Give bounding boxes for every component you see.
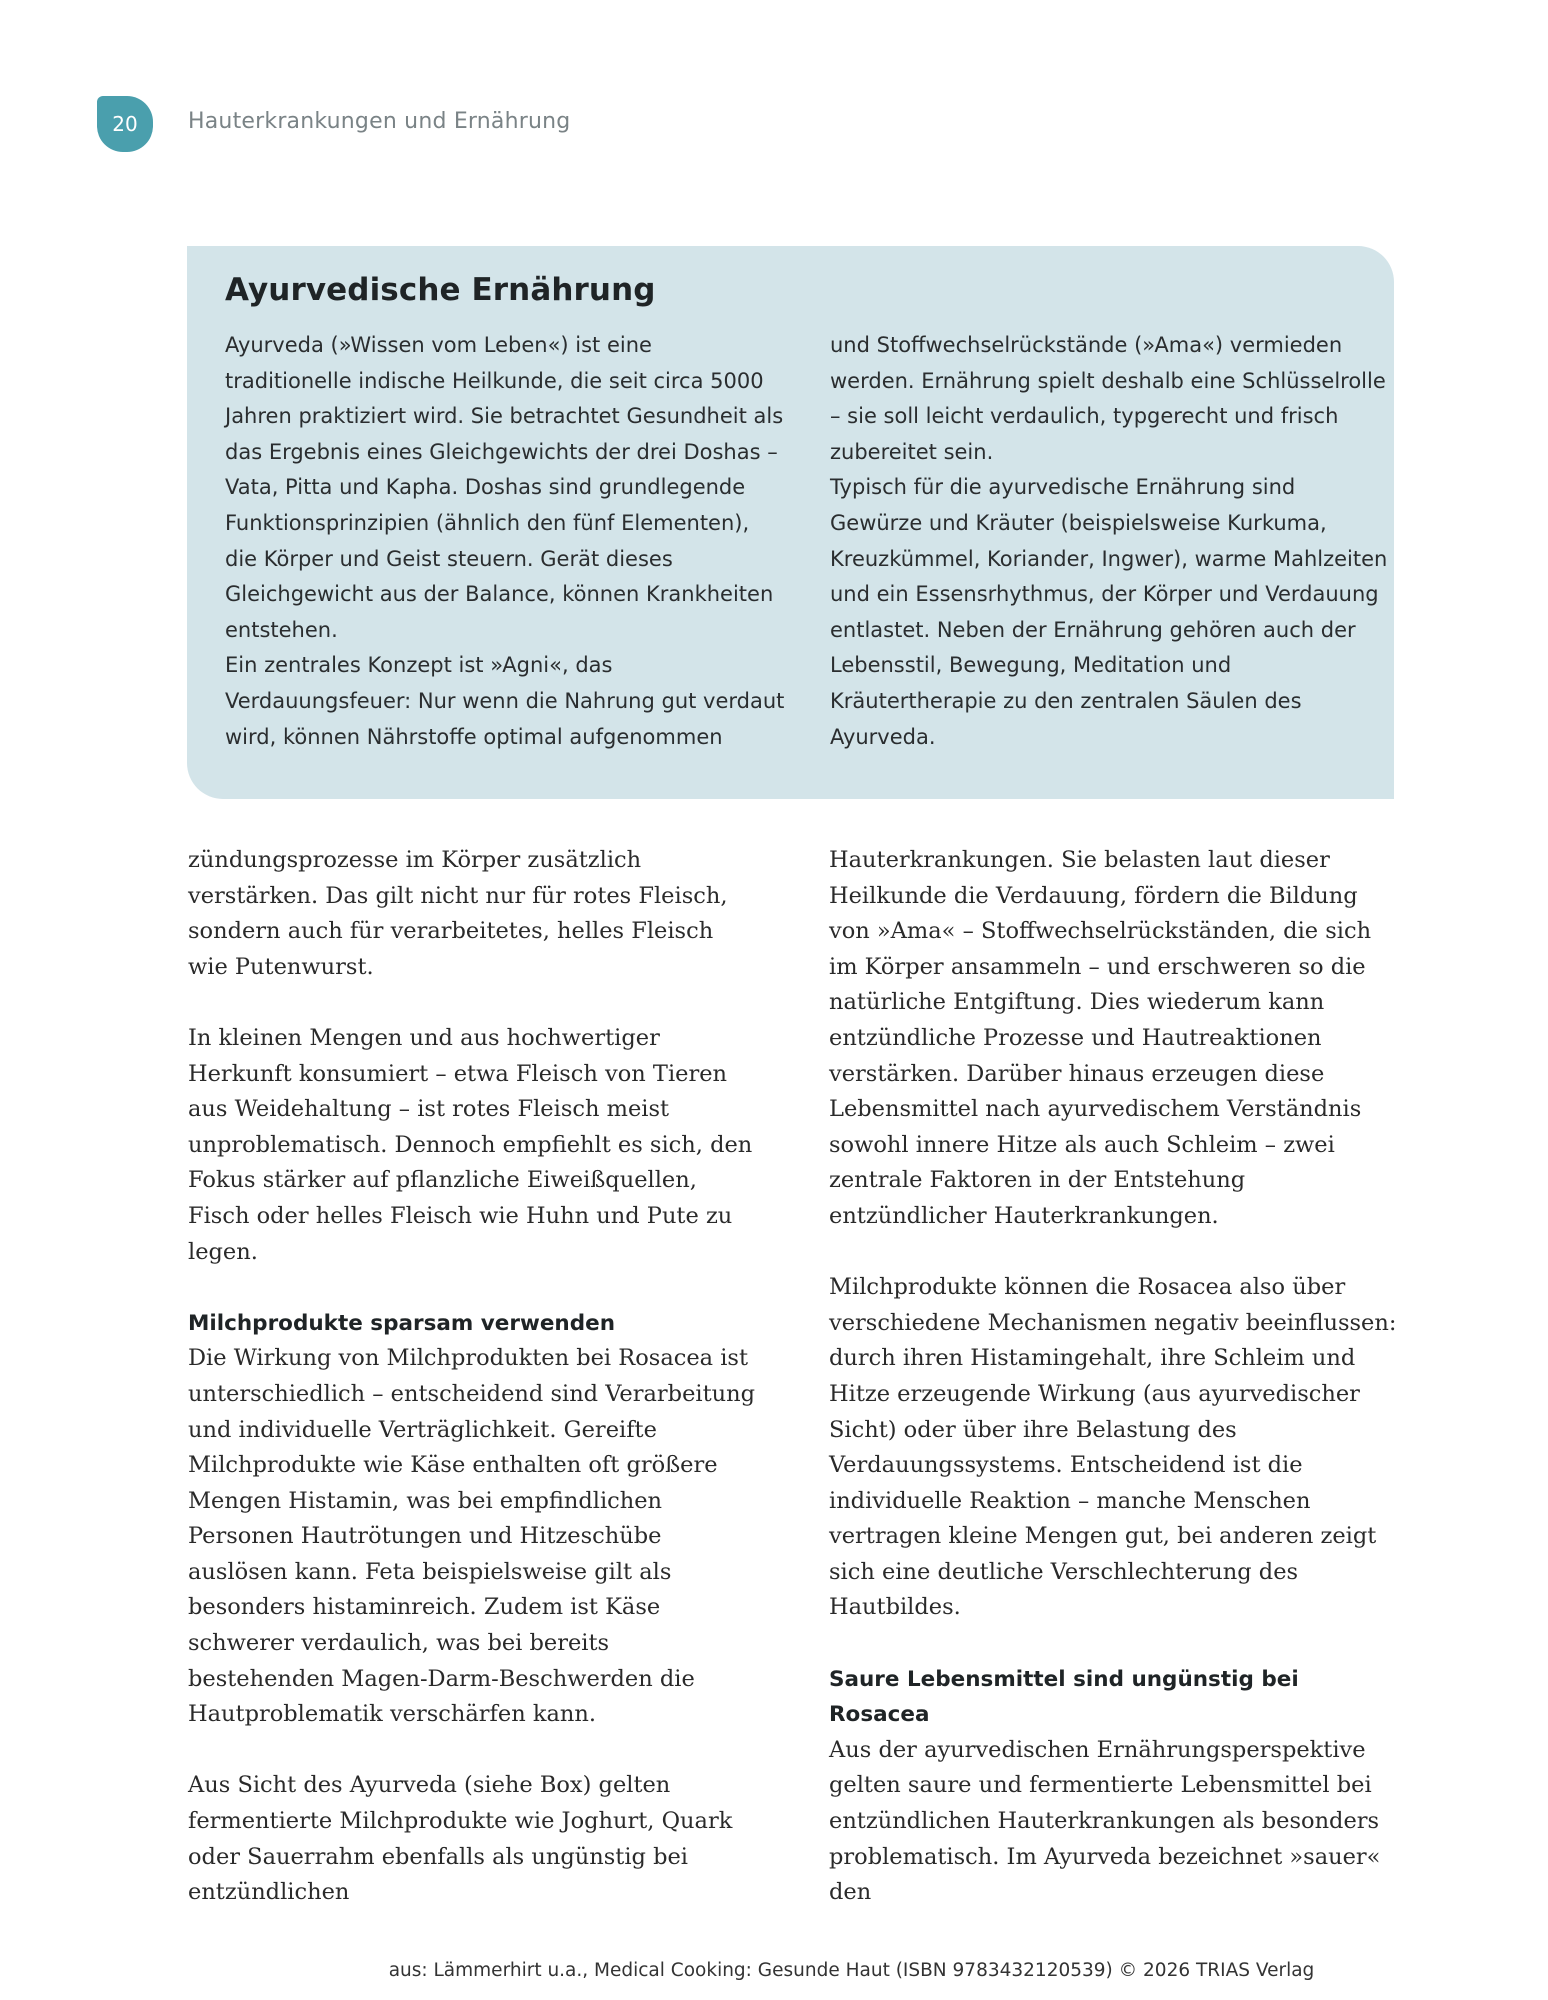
page-number-badge: 20: [97, 96, 153, 152]
body-paragraph: Aus Sicht des Ayurveda (siehe Box) gelten fermentierte Milchprodukte wie Joghurt, Quark oder Sauerrahm ebenfalls als ungünstig bei entzündlichen: [188, 1772, 733, 1906]
info-box-title: Ayurvedische Ernährung: [225, 272, 656, 308]
body-paragraph: Aus der ayurvedischen Ernährungsperspektive gelten saure und fermentierte Lebensmittel bei entzündlichen Hauterkrankungen als besonders problematisch. Im Ayurveda bezeichnet »sauer« den: [829, 1736, 1381, 1906]
section-heading-milchprodukte: Milchprodukte sparsam verwenden: [188, 1310, 616, 1336]
info-box-column-right: [830, 328, 1390, 755]
body-paragraph: Die Wirkung von Milchprodukten bei Rosacea ist unterschiedlich – entscheidend sind Verarbeitung und individuelle Verträglichkeit. Gereifte Milchprodukte wie Käse enthalten oft größere Mengen Histamin, was bei empfindlichen Personen Hautrötungen und Hitzeschübe auslösen kann. Feta beispielsweise gilt als besonders histaminreich. Zudem ist Käse schwerer verdaulich, was bei bereits bestehenden Magen-Darm-Beschwerden die Hautproblematik verschärfen kann.: [188, 1345, 756, 1728]
info-box-paragraph: Ein zentrales Konzept ist »Agni«, das Verdauungsfeuer: Nur wenn die Nahrung gut verdaut wird, können Nährstoffe optimal aufgenommen: [225, 653, 785, 749]
info-box-column-left: [225, 328, 785, 755]
body-paragraph: Hauterkrankungen. Sie belasten laut dieser Heilkunde die Verdauung, fördern die Bildung von »Ama« – Stoffwechselrückständen, die sich im Körper ansammeln – und erschweren so die natürliche Entgiftung. Dies wiederum kann entzündliche Prozesse und Hautreaktionen verstärken. Darüber hinaus erzeugen diese Lebensmittel nach ayurvedischem Verständnis sowohl innere Hitze als auch Schleim – zwei zentrale Faktoren in der Entstehung entzündlicher Hauterkrankungen.: [829, 847, 1372, 1229]
body-paragraph: zündungsprozesse im Körper zusätzlich verstärken. Das gilt nicht nur für rotes Fleisch, sondern auch für verarbeitetes, helles Fleisch wie Putenwurst.: [188, 847, 728, 980]
info-box-paragraph: Typisch für die ayurvedische Ernährung sind Gewürze und Kräuter (beispielsweise Kurkuma, Kreuzkümmel, Koriander, Ingwer), warme Mahlzeiten und ein Essensrhythmus, der Körper und Verdauung entlastet. Neben der Ernährung gehören auch der Lebensstil, Bewegung, Meditation und Kräutertherapie zu den zentralen Säulen des Ayurveda.: [830, 475, 1388, 749]
source-footer: aus: Lämmerhirt u.a., Medical Cooking: Gesunde Haut (ISBN 9783432120539) © 2026 TRIAS Verlag: [388, 1960, 1315, 1981]
body-column-left: [188, 843, 758, 1911]
body-column-right: [829, 843, 1399, 1911]
body-paragraph: Milchprodukte können die Rosacea also über verschiedene Mechanismen negativ beeinflussen: durch ihren Histamingehalt, ihre Schleim und Hitze erzeugende Wirkung (aus ayurvedischer Sicht) oder über ihre Belastung des Verdauungssystems. Entscheidend ist die individuelle Reaktion – manche Menschen vertragen kleine Mengen gut, bei anderen zeigt sich eine deutliche Verschlechterung des Hautbildes.: [829, 1274, 1397, 1621]
running-head: Hauterkrankungen und Ernährung: [188, 109, 571, 134]
section-heading-saure-lebensmittel: Saure Lebensmittel sind ungünstig bei Rosacea: [829, 1666, 1299, 1728]
info-box: [187, 246, 1394, 799]
info-box-paragraph: und Stoffwechselrückstände (»Ama«) vermieden werden. Ernährung spielt deshalb eine Schlüsselrolle – sie soll leicht verdaulich, typgerecht und frisch zubereitet sein.: [830, 333, 1386, 464]
body-paragraph: In kleinen Mengen und aus hochwertiger Herkunft konsumiert – etwa Fleisch von Tieren aus Weidehaltung – ist rotes Fleisch meist unproblematisch. Dennoch empfiehlt es sich, den Fokus stärker auf pflanzliche Eiweißquellen, Fisch oder helles Fleisch wie Huhn und Pute zu legen.: [188, 1024, 753, 1265]
info-box-paragraph: Ayurveda (»Wissen vom Leben«) ist eine traditionelle indische Heilkunde, die seit circa 5000 Jahren praktiziert wird. Sie betrachtet Gesundheit als das Ergebnis eines Gleichgewichts der drei Doshas – Vata, Pitta und Kapha. Doshas sind grundlegende Funktionsprinzipien (ähnlich den fünf Elementen), die Körper und Geist steuern. Gerät dieses Gleichgewicht aus der Balance, können Krankheiten entstehen.: [225, 333, 784, 642]
